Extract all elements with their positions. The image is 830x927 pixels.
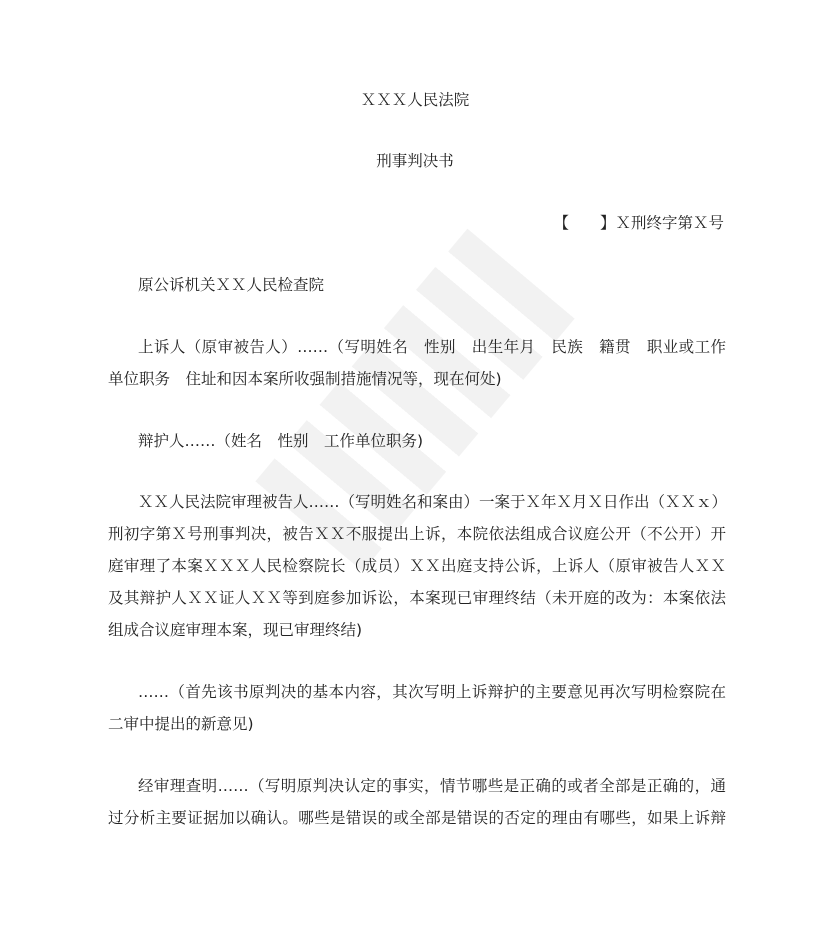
court-title: ＸＸＸ人民法院 <box>360 91 470 109</box>
paragraph-trial-line: 刑初字第Ｘ号刑事判决，被告ＸＸ不服提出上诉，本院依法组成合议庭公开（不公开）开 <box>108 525 726 543</box>
paragraph-defender: 辩护人……（姓名 性别 工作单位职务) <box>138 432 424 450</box>
paragraph-summary-line: 二审中提出的新意见) <box>108 715 254 733</box>
paragraph-trial-line: 及其辩护人ＸＸ证人ＸＸ等到庭参加诉讼，本案现已审理终结（未开庭的改为：本案依法 <box>108 589 726 607</box>
paragraph-prosecutor: 原公诉机关ＸＸ人民检查院 <box>138 276 325 294</box>
paragraph-trial-line: 庭审理了本案ＸＸＸ人民检察院长（成员）ＸＸ出庭支持公诉，上诉人（原审被告人ＸＸ <box>108 557 726 575</box>
paragraph-findings-line: 经审理查明……（写明原判决认定的事实，情节哪些是正确的或者全部是正确的，通 <box>138 777 726 795</box>
case-number: 【 】Ｘ刑终字第Ｘ号 <box>553 214 724 232</box>
paragraph-appellant-line: 单位职务 住址和因本案所收强制措施情况等，现在何处) <box>108 370 502 388</box>
paragraph-appellant-line: 上诉人（原审被告人）……（写明姓名 性别 出生年月 民族 籍贯 职业或工作 <box>138 338 726 356</box>
paragraph-trial-line: ＸＸ人民法院审理被告人……（写明姓名和案由）一案于Ｘ年Ｘ月Ｘ日作出（ＸＸｘ） <box>138 493 728 511</box>
paragraph-trial-line: 组成合议庭审理本案，现已审理终结) <box>108 621 363 639</box>
paragraph-summary-line: ……（首先该书原判决的基本内容，其次写明上诉辩护的主要意见再次写明检察院在 <box>138 683 726 701</box>
paragraph-findings-line: 过分析主要证据加以确认。哪些是错误的或全部是错误的否定的理由有哪些，如果上诉辩 <box>108 809 726 827</box>
document-title: 刑事判决书 <box>376 152 454 170</box>
